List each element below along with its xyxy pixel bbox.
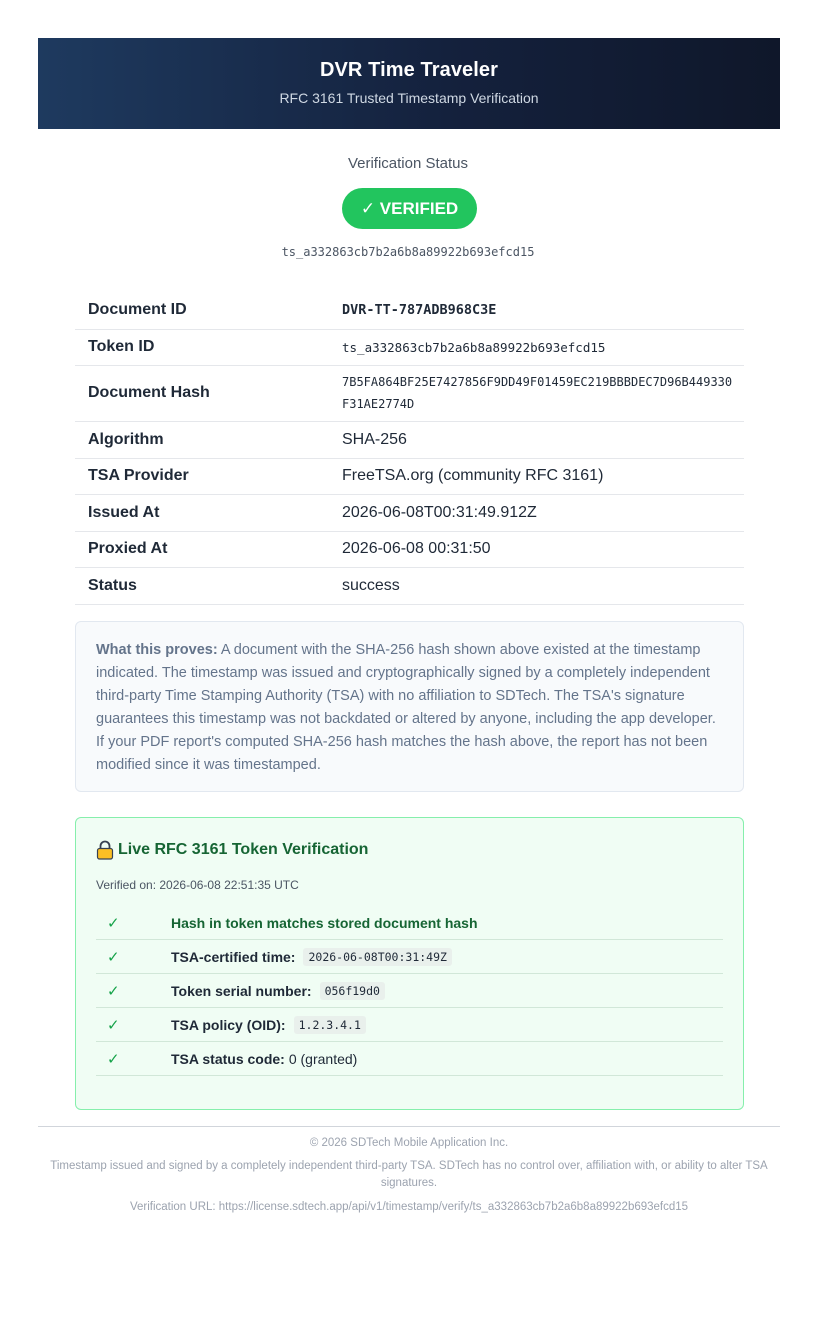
check-row [96, 1008, 723, 1042]
row-label: Document ID [75, 292, 342, 329]
page-title: DVR Time Traveler [319, 59, 499, 81]
check-row [96, 1042, 723, 1076]
live-verification-panel [75, 817, 744, 1110]
document-hash-value: 7B5FA864BF25E7427856F9DD49F01459EC219BBBDEC7D96B449330F31AE2774D [342, 365, 744, 421]
proves-lead: What this proves: [96, 642, 218, 658]
token-id-value: ts_a332863cb7b2a6b8a89922b693efcd15 [342, 329, 744, 365]
check-icon: ✓ [107, 948, 120, 966]
verification-status-label: Verification Status [347, 155, 469, 172]
check-label: TSA policy (OID): [171, 1016, 286, 1033]
tsa-policy-value: 1.2.3.4.1 [294, 1016, 366, 1034]
verified-badge: ✓ VERIFIED [342, 188, 477, 229]
page-subtitle: RFC 3161 Trusted Timestamp Verification [279, 90, 539, 106]
tsa-certified-time-value: 2026-06-08T00:31:49Z [303, 948, 451, 966]
status-value: success [342, 567, 744, 604]
check-row [96, 940, 723, 974]
check-icon: ✓ [107, 914, 120, 932]
check-label: Hash in token matches stored document hash [171, 914, 478, 931]
table-row [75, 567, 744, 604]
tsa-status-code-value: 0 (granted) [288, 1050, 358, 1067]
details-table [75, 292, 744, 605]
check-icon: ✓ [107, 1050, 120, 1068]
check-label: Token serial number: [171, 982, 312, 999]
check-icon: ✓ [107, 1016, 120, 1034]
table-row [75, 421, 744, 458]
table-row [75, 531, 744, 567]
table-row [75, 458, 744, 494]
issued-at-value: 2026-06-08T00:31:49.912Z [342, 494, 744, 531]
row-label: Status [75, 567, 342, 604]
document-id-value: DVR-TT-787ADB968C3E [342, 292, 744, 329]
row-label: Document Hash [75, 365, 342, 421]
tsa-provider-value: FreeTSA.org (community RFC 3161) [342, 458, 744, 494]
row-label: Token ID [75, 329, 342, 365]
footer-copyright: © 2026 SDTech Mobile Application Inc. [309, 1137, 509, 1149]
row-label: Issued At [75, 494, 342, 531]
table-row [75, 494, 744, 531]
proves-text: A document with the SHA-256 hash shown above existed at the timestamp indicated. The timestamp was issued and cryptographically signed by a completely independent third-party Time Stamping Authority (TSA) with no affiliation to SDTech. The TSA's signature guarantees this timestamp was not backdated or altered by anyone, including the app developer. If your PDF report's computed SHA-256 hash matches the hash above, the report has not been modified since it was timestamped. [96, 642, 716, 773]
token-serial-value: 056f19d0 [320, 982, 385, 1000]
check-icon: ✓ [107, 982, 120, 1000]
row-label: Proxied At [75, 531, 342, 567]
footer-divider [38, 1126, 780, 1127]
what-this-proves-box [75, 621, 744, 792]
table-row [75, 365, 744, 421]
status-token-id: ts_a332863cb7b2a6b8a89922b693efcd15 [281, 245, 535, 259]
algorithm-value: SHA-256 [342, 421, 744, 458]
row-label: Algorithm [75, 421, 342, 458]
check-row [96, 974, 723, 1008]
live-verification-title [96, 840, 368, 860]
page-header [38, 38, 780, 129]
live-title-text: Live RFC 3161 Token Verification [118, 841, 369, 858]
check-label: TSA status code: [171, 1050, 285, 1067]
lock-icon [96, 840, 114, 860]
footer-verification-url[interactable]: Verification URL: https://license.sdtech.app/api/v1/timestamp/verify/ts_a332863cb7b2a6b8a89922b693efcd15 [129, 1201, 689, 1213]
table-row [75, 329, 744, 365]
table-row [75, 292, 744, 329]
check-label: TSA-certified time: [171, 948, 296, 965]
row-label: TSA Provider [75, 458, 342, 494]
proxied-at-value: 2026-06-08 00:31:50 [342, 531, 744, 567]
verified-on-text: Verified on: 2026-06-08 22:51:35 UTC [96, 878, 299, 892]
check-row [96, 906, 723, 940]
footer-disclaimer: Timestamp issued and signed by a completely independent third-party TSA. SDTech has no control over, affiliation with, or ability to alter TSA signatures. [50, 1160, 768, 1189]
